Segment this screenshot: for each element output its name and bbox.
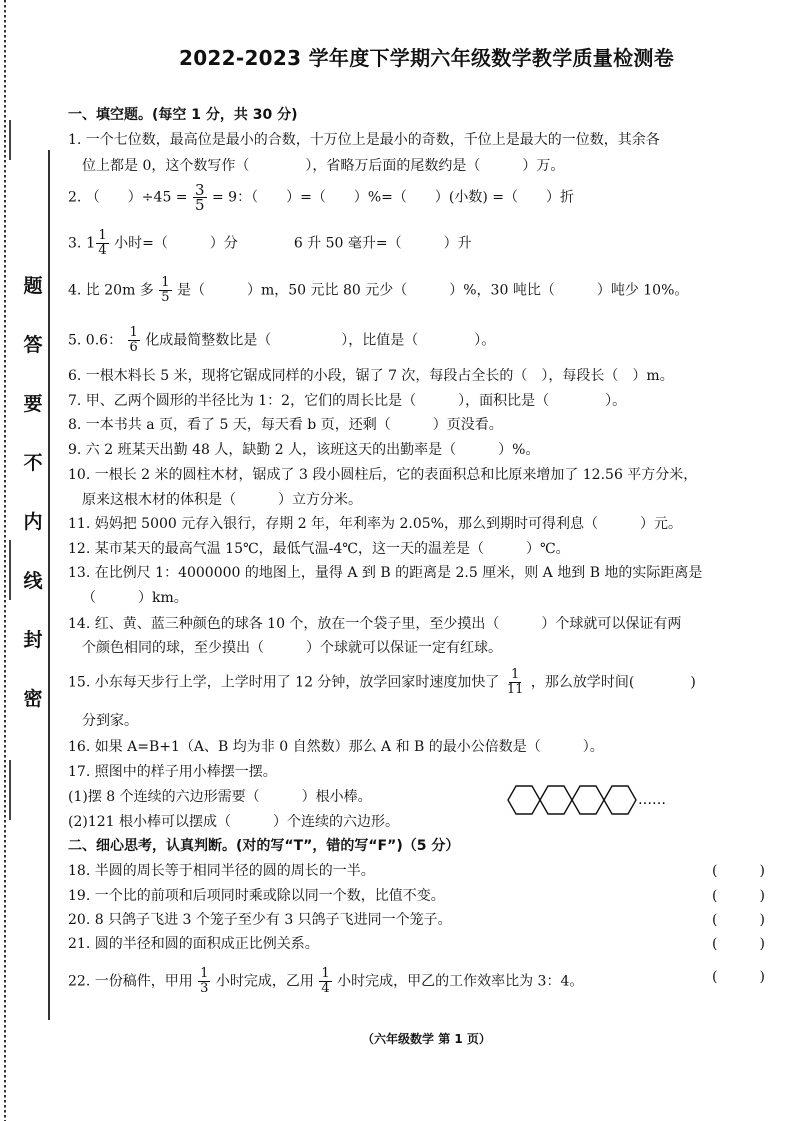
numerator: 1 xyxy=(161,275,170,290)
question-19: 19. 一个比的前项和后项同时乘或除以同一个数，比值不变。 xyxy=(68,888,445,904)
question-17-2: (2)121 根小棒可以摆成（ ）个连续的六边形。 xyxy=(68,814,400,830)
denominator: 5 xyxy=(161,290,170,305)
fraction xyxy=(198,967,210,996)
page-title: 2022-2023 学年度下学期六年级数学教学质量检测卷 xyxy=(179,46,674,70)
numerator: 1 xyxy=(511,667,520,682)
question-12: 12. 某市某天的最高气温 15℃，最低气温-4℃，这一天的温差是（ ）℃。 xyxy=(68,541,570,557)
fraction xyxy=(193,183,207,212)
mixed-whole: 1 xyxy=(85,233,96,252)
q15-part-a: 15. 小东每天步行上学，上学时用了 12 分钟，放学回家时速度加快了 xyxy=(68,674,500,691)
question-14-cont: 个颜色相同的球，至少摸出（ ）个球就可以保证一定有红球。 xyxy=(82,640,502,656)
seal-char: 答 xyxy=(23,334,43,356)
perforation-line xyxy=(4,0,6,1121)
question-17-1: (1)摆 8 个连续的六边形需要（ ）根小棒。 xyxy=(68,789,372,805)
hexagon-figure xyxy=(500,783,690,821)
denominator: 5 xyxy=(195,196,205,214)
numerator: 3 xyxy=(195,181,205,199)
q5-part-b: 化成最简整数比是（ ），比值是（ ）。 xyxy=(145,332,496,349)
section2-heading: 二、细心思考，认真判断。(对的写“T”，错的写“F”)（5 分） xyxy=(68,838,460,854)
question-15-cont: 分到家。 xyxy=(82,713,138,729)
fraction xyxy=(128,326,140,355)
seal-line xyxy=(48,150,50,1020)
edge-mark xyxy=(9,760,11,820)
fraction xyxy=(319,967,331,996)
seal-char: 密 xyxy=(23,688,43,710)
question-7: 7. 甲、乙两个圆形的半径比为 1：2，它们的周长比是（ ），面积比是（ ）。 xyxy=(68,393,627,409)
answer-blank[interactable]: ( ) xyxy=(712,936,765,952)
hexagon xyxy=(540,786,572,814)
hexagon xyxy=(508,786,540,814)
edge-mark xyxy=(9,540,11,600)
question-22 xyxy=(68,967,583,996)
q2-part-a: 2. （ ）÷45 = xyxy=(68,189,188,206)
hexagon-chain xyxy=(500,783,690,817)
question-3 xyxy=(68,229,472,258)
numerator: 1 xyxy=(98,228,107,243)
question-6: 6. 一根木料长 5 米，现将它锯成同样的小段，锯了 7 次，每段占全长的（ ），每段长（ ）m。 xyxy=(68,368,674,384)
fraction xyxy=(96,229,108,258)
denominator: 6 xyxy=(129,340,138,355)
binding-margin xyxy=(0,0,60,1121)
question-10-cont: 原来这根木材的体积是（ ）立方分米。 xyxy=(82,492,362,508)
seal-char: 封 xyxy=(23,629,43,651)
hexagon xyxy=(572,786,604,814)
seal-char: 线 xyxy=(23,570,43,592)
fraction xyxy=(505,668,526,697)
question-5 xyxy=(68,326,495,355)
q4-part-a: 4. 比 20m 多 xyxy=(68,282,154,299)
seal-text xyxy=(22,275,44,747)
seal-char: 内 xyxy=(23,511,43,533)
denominator: 11 xyxy=(506,682,524,697)
q5-part-a: 5. 0.6： xyxy=(68,332,123,349)
denominator: 4 xyxy=(98,243,107,258)
question-14: 14. 红、黄、蓝三种颜色的球各 10 个，放在一个袋子里，至少摸出（ ）个球就可以保证有两 xyxy=(68,616,682,632)
numerator: 1 xyxy=(129,325,138,340)
numerator: 1 xyxy=(200,966,209,981)
question-1-cont: 位上都是 0，这个数写作（ ），省略万后面的尾数约是（ ）万。 xyxy=(82,158,565,174)
seal-char: 题 xyxy=(23,275,43,297)
q3-text: 小时=（ ）分 6 升 50 毫升=（ ）升 xyxy=(114,235,472,252)
question-20: 20. 8 只鸽子飞进 3 个笼子至少有 3 只鸽子飞进同一个笼子。 xyxy=(68,912,452,928)
answer-blank[interactable]: ( ) xyxy=(712,969,765,985)
seal-char: 不 xyxy=(23,452,43,474)
question-21: 21. 圆的半径和圆的面积成正比例关系。 xyxy=(68,936,319,952)
answer-blank[interactable]: ( ) xyxy=(712,912,765,928)
question-18: 18. 半圆的周长等于相同半径的圆的周长的一半。 xyxy=(68,863,375,879)
answer-blank[interactable]: ( ) xyxy=(712,888,765,904)
question-2 xyxy=(68,183,574,212)
question-17: 17. 照图中的样子用小棒摆一摆。 xyxy=(68,764,277,780)
ellipsis: …… xyxy=(638,792,666,808)
q22-part-b: 小时完成，乙用 xyxy=(215,973,314,990)
question-1: 1. 一个七位数，最高位是最小的合数，十万位上是最小的奇数，千位上是最大的一位数，其余各 xyxy=(68,132,660,148)
question-13: 13. 在比例尺 1：4000000 的地图上，量得 A 到 B 的距离是 2.5 厘米，则 A 地到 B 地的实际距离是 xyxy=(68,565,703,581)
question-10: 10. 一根长 2 米的圆柱木材，锯成了 3 段小圆柱后，它的表面积总和比原来增加了 12.56 平方分米， xyxy=(68,467,698,483)
question-15 xyxy=(68,668,696,697)
question-9: 9. 六 2 班某天出勤 48 人，缺勤 2 人，该班这天的出勤率是（ ）%。 xyxy=(68,442,540,458)
edge-mark xyxy=(9,120,11,160)
q15-part-b: ，那么放学时间( ) xyxy=(530,674,696,691)
question-8: 8. 一本书共 a 页，看了 5 天，每天看 b 页，还剩（ ）页没看。 xyxy=(68,417,503,433)
q2-part-b: = 9：（ ）=（ ）%=（ ）(小数) =（ ）折 xyxy=(212,189,574,206)
hexagon xyxy=(604,786,636,814)
q22-part-a: 22. 一份稿件，甲用 xyxy=(68,973,193,990)
section1-heading: 一、填空题。(每空 1 分，共 30 分) xyxy=(68,107,298,123)
q4-part-b: 是（ ）m，50 元比 80 元少（ ）%，30 吨比（ ）吨少 10%。 xyxy=(177,282,689,299)
question-4 xyxy=(68,276,688,305)
q3-number: 3. xyxy=(68,235,82,252)
page-footer: （六年级数学 第 1 页） xyxy=(362,1032,491,1046)
seal-char: 要 xyxy=(23,393,43,415)
q22-part-c: 小时完成，甲乙的工作效率比为 3：4。 xyxy=(337,973,584,990)
denominator: 3 xyxy=(200,981,209,996)
answer-blank[interactable]: ( ) xyxy=(712,863,765,879)
question-16: 16. 如果 A=B+1（A、B 均为非 0 自然数）那么 A 和 B 的最小公倍数是（ ）。 xyxy=(68,739,604,755)
fraction xyxy=(159,276,171,305)
question-13-cont: （ ）km。 xyxy=(82,590,188,606)
denominator: 4 xyxy=(321,981,330,996)
question-11: 11. 妈妈把 5000 元存入银行，存期 2 年，年利率为 2.05%，那么到期时可得利息（ ）元。 xyxy=(68,516,682,532)
numerator: 1 xyxy=(321,966,330,981)
